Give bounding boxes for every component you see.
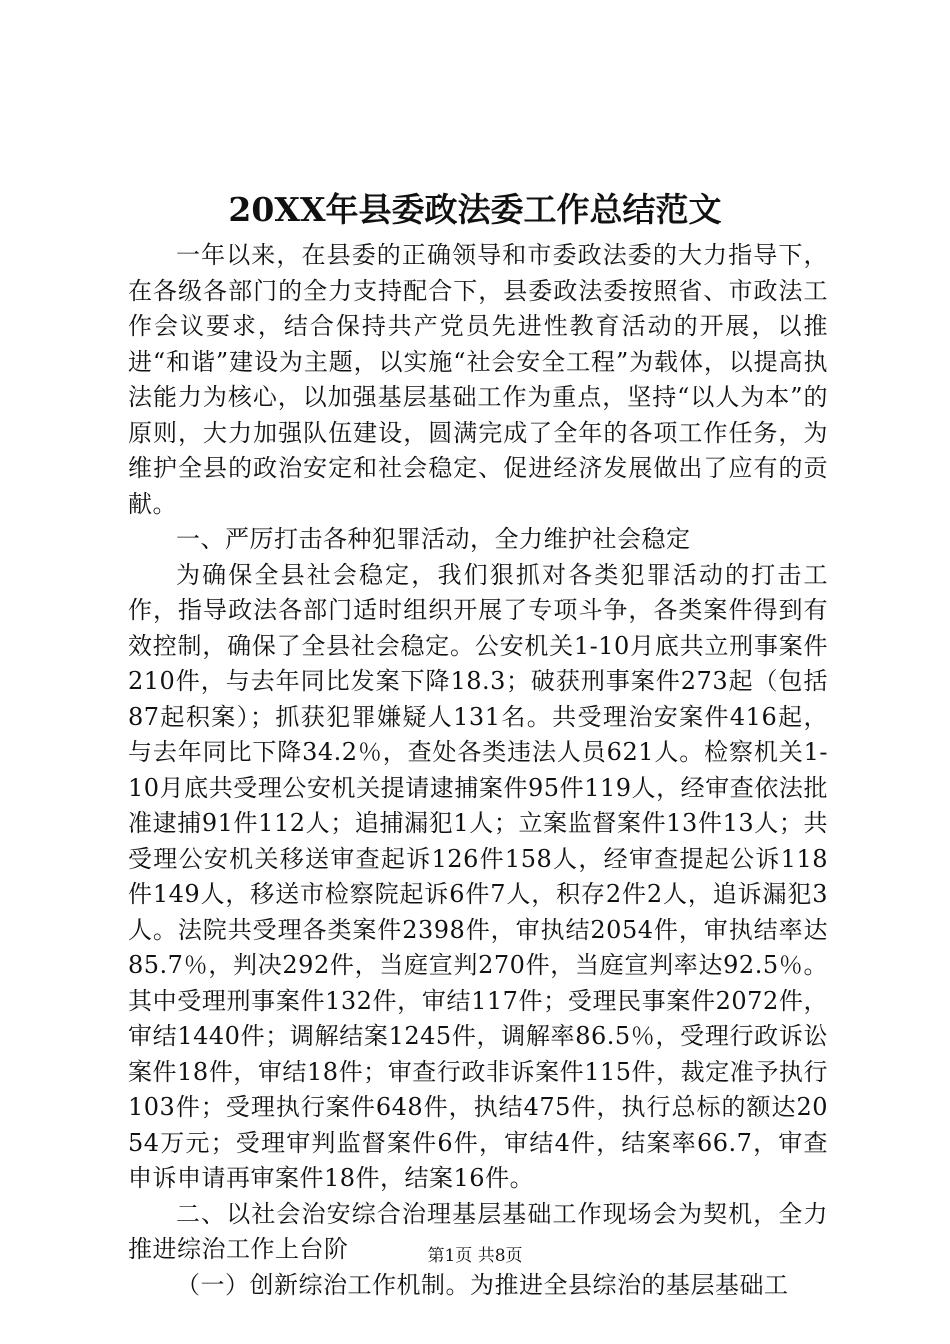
document-body <box>128 238 828 1303</box>
paragraph-subsection-1: （一）创新综治工作机制。为推进全县综治的基层基础工 <box>176 1270 789 1299</box>
paragraph-intro: 一年以来，在县委的正确领导和市委政法委的大力指导下，在各级各部门的全力支持配合下，县委政法委按照省、市政法工作会议要求，结合保持共产党员先进性教育活动的开展，以推进“和谐”建设为主题，以实施“社会安全工程”为载体，以提高执法能力为核心，以加强基层基础工作为重点，坚持“以人为本”的原则，大力加强队伍建设，圆满完成了全年的各项工作任务，为维护全县的政治安定和社会稳定、促进经济发展做出了应有的贡献。 <box>128 241 828 518</box>
section-heading-1: 一、严厉打击各种犯罪活动，全力维护社会稳定 <box>176 525 691 553</box>
page-number-footer: 第1页 共8页 <box>427 1246 523 1266</box>
document-title: 20XX年县委政法委工作总结范文 <box>228 190 722 229</box>
paragraph-crime-statistics: 为确保全县社会稳定，我们狠抓对各类犯罪活动的打击工作，指导政法各部门适时组织开展了专项斗争，各类案件得到有效控制，确保了全县社会稳定。公安机关1-10月底共立刑事案件210件，与去年同比发案下降18.3；破获刑事案件273起（包括87起积案）；抓获犯罪嫌疑人131名。共受理治安案件416起，与去年同比下降34.2％，查处各类违法人员621人。检察机关1-10月底共受理公安机关提请逮捕案件95件119人，经审查依法批准逮捕91件112人；追捕漏犯1人；立案监督案件13件13人；共受理公安机关移送审查起诉126件158人，经审查提起公诉118件149人，移送市检察院起诉6件7人，积存2件2人，追诉漏犯3人。法院共受理各类案件2398件，审执结2054件，审执结率达85.7％，判决292件，当庭宣判270件，当庭宣判率达92.5％。其中受理刑事案件132件，审结117件；受理民事案件2072件，审结1440件；调解结案1245件，调解率86.5％，受理行政诉讼案件18件，审结18件；审查行政非诉案件115件，裁定准予执行103件；受理执行案件648件，执结475件，执行总标的额达2054万元；受理审判监督案件6件，审结4件，结案率66.7，审查申诉申请再审案件18件，结案16件。 <box>128 560 828 1192</box>
section-heading-2: 二、以社会治安综合治理基层基础工作现场会为契机，全力推进综治工作上台阶 <box>128 1199 828 1263</box>
